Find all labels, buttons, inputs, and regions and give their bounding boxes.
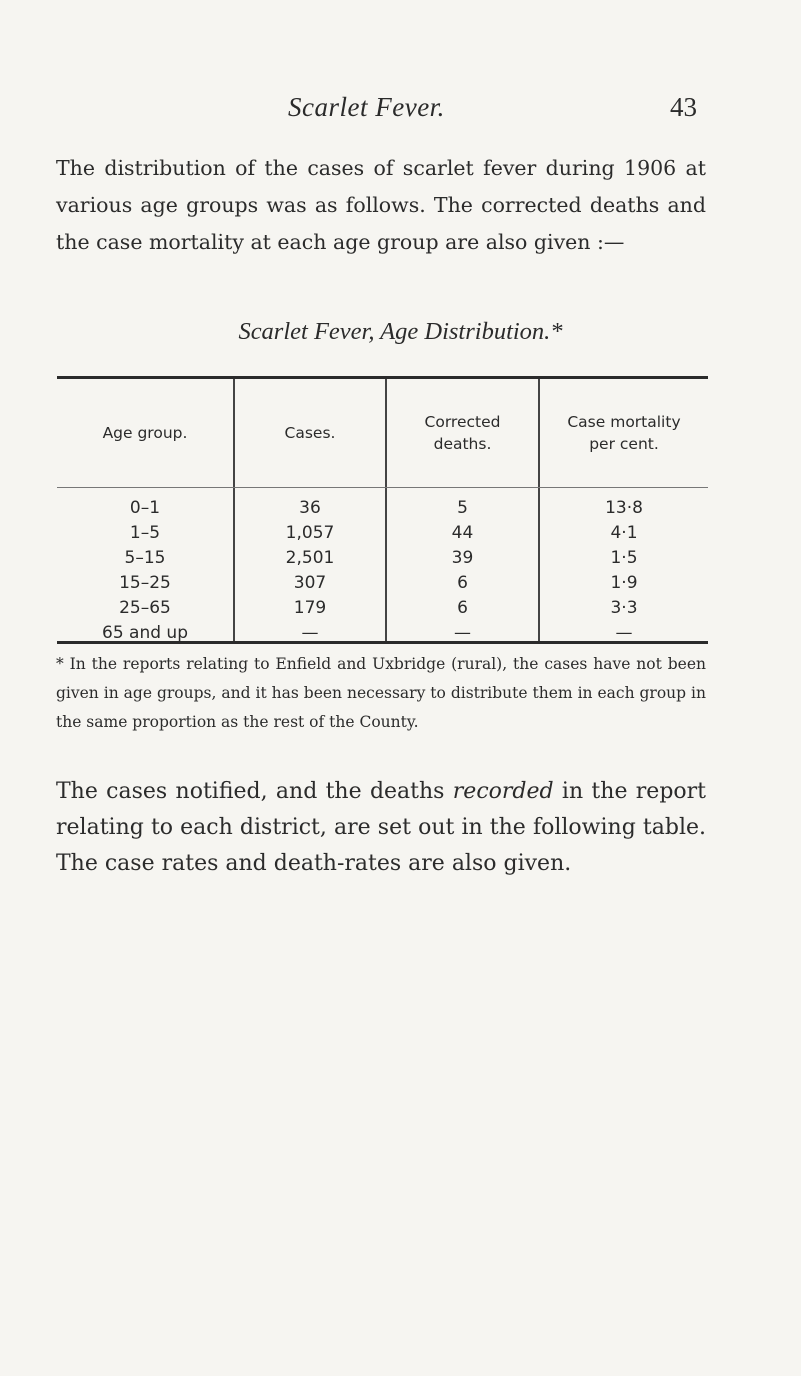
- cell-cases: 2,501: [285, 548, 335, 568]
- cell-cases: 307: [293, 573, 327, 593]
- table-row: [57, 545, 708, 571]
- closing-text-emphasis: recorded: [452, 779, 554, 804]
- cell-case-mortality: 1·5: [610, 548, 638, 568]
- running-title: Scarlet Fever.: [288, 92, 445, 122]
- table-row: [57, 520, 708, 546]
- cell-corrected-deaths: 6: [457, 573, 468, 593]
- cell-age-group: 5–15: [124, 548, 166, 568]
- cell-age-group: 0–1: [129, 498, 161, 518]
- cell-corrected-deaths: 39: [451, 548, 474, 568]
- cell-corrected-deaths: —: [454, 623, 471, 643]
- age-distribution-table: [57, 376, 708, 644]
- column-header-corrected-deaths: Corrected deaths.: [424, 413, 501, 453]
- table-footnote: * In the reports relating to Enfield and Uxbridge (rural), the cases have not been given in age groups, and it has been necessary to distribute them in each group in the same proportion as the rest of the County.: [56, 655, 706, 731]
- cell-age-group: 1–5: [129, 523, 161, 543]
- cell-case-mortality: 4·1: [610, 523, 638, 543]
- table-row: [57, 495, 708, 521]
- cell-case-mortality: —: [615, 623, 633, 643]
- column-header-cases: Cases.: [284, 424, 336, 442]
- closing-text-before: The cases notified, and the deaths: [56, 779, 453, 804]
- header-divider: [57, 487, 708, 488]
- cell-cases: 179: [293, 598, 327, 618]
- table-row: [57, 620, 708, 646]
- table-row: [57, 570, 708, 596]
- closing-text-after: in the report relating to each district, are set out in the following table. The case rates and death-rates are also given.: [56, 779, 706, 876]
- cell-cases: 36: [299, 498, 321, 518]
- cell-age-group: 65 and up: [102, 623, 188, 643]
- cell-case-mortality: 1·9: [610, 573, 638, 593]
- cell-case-mortality: 13·8: [605, 498, 643, 518]
- cell-cases: 1,057: [285, 523, 335, 543]
- cell-cases: —: [301, 623, 319, 643]
- page-number: 43: [670, 92, 697, 122]
- column-header-case-mortality: Case mortality per cent.: [567, 413, 681, 453]
- table-row: [57, 595, 708, 621]
- column-header-age-group: Age group.: [102, 424, 188, 442]
- cell-age-group: 25–65: [119, 598, 171, 618]
- table-title: Scarlet Fever, Age Distribution.*: [238, 318, 563, 345]
- intro-paragraph: The distribution of the cases of scarlet fever during 1906 at various age groups was as follows. The corrected deaths and the case mortality at each age group are also given :—: [56, 156, 706, 254]
- running-head: [0, 92, 801, 132]
- closing-paragraph: [56, 774, 706, 882]
- cell-case-mortality: 3·3: [610, 598, 638, 618]
- cell-corrected-deaths: 5: [457, 498, 468, 518]
- cell-corrected-deaths: 44: [451, 523, 474, 543]
- cell-age-group: 15–25: [119, 573, 171, 593]
- cell-corrected-deaths: 6: [457, 598, 468, 618]
